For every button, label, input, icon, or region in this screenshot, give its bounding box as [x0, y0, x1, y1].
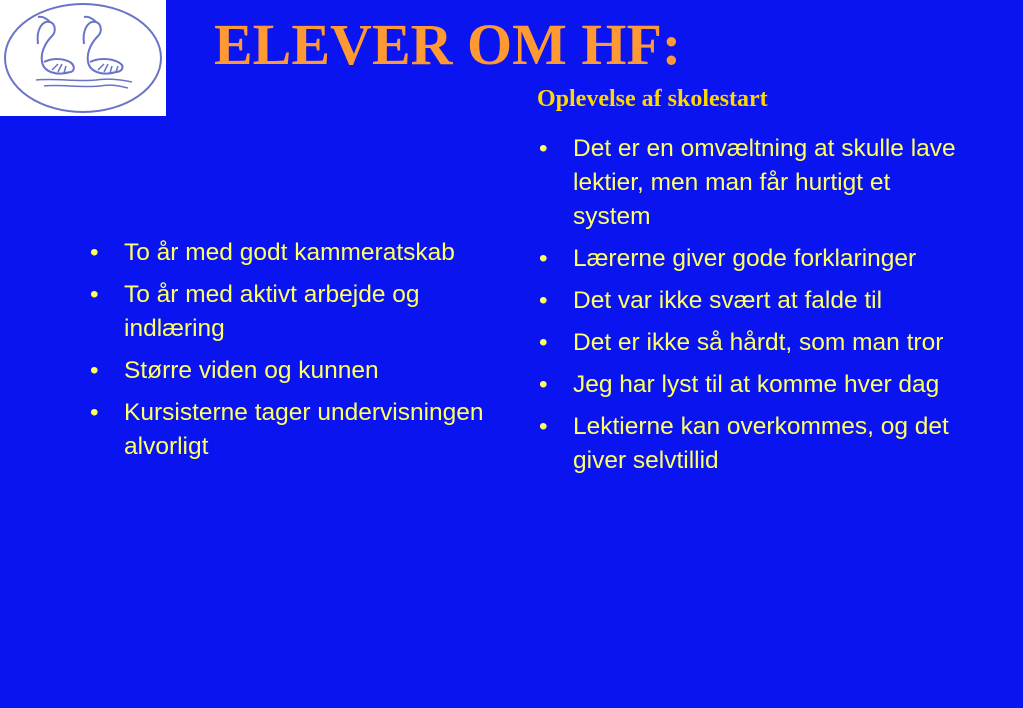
bullet-icon: •	[539, 135, 548, 162]
list-item	[87, 396, 487, 464]
swans-logo-icon	[0, 0, 166, 116]
bullet-text: To år med aktivt arbejde og indlæring	[124, 281, 420, 342]
bullet-text: Det var ikke svært at falde til	[573, 287, 883, 314]
bullet-icon: •	[90, 399, 99, 426]
bullet-icon: •	[539, 287, 548, 314]
bullet-text: Lærerne giver gode forklaringer	[573, 245, 917, 272]
bullet-icon: •	[539, 329, 548, 356]
list-item	[87, 278, 487, 346]
list-item	[536, 326, 956, 360]
list-item	[87, 236, 487, 270]
list-item	[536, 368, 956, 402]
slide-title: ELEVER OM HF:	[214, 12, 682, 77]
list-item	[536, 284, 956, 318]
bullet-text: Kursisterne tager undervisningen alvorligt	[124, 399, 484, 460]
bullet-icon: •	[90, 357, 99, 384]
bullet-icon: •	[90, 239, 99, 266]
bullet-text: Større viden og kunnen	[124, 357, 379, 384]
bullet-text: Det er ikke så hårdt, som man tror	[573, 329, 944, 356]
bullet-icon: •	[539, 245, 548, 272]
list-item	[536, 132, 956, 234]
right-bullet-list	[536, 132, 956, 486]
column-heading: Oplevelse af skolestart	[537, 86, 768, 112]
bullet-text: To år med godt kammeratskab	[124, 239, 455, 266]
logo	[0, 0, 166, 116]
list-item	[536, 242, 956, 276]
list-item	[87, 354, 487, 388]
bullet-icon: •	[539, 413, 548, 440]
bullet-text: Jeg har lyst til at komme hver dag	[573, 371, 940, 398]
list-item	[536, 410, 956, 478]
left-bullet-list	[87, 236, 487, 472]
bullet-text: Det er en omvæltning at skulle lave lektier, men man får hurtigt et system	[573, 135, 956, 230]
bullet-icon: •	[539, 371, 548, 398]
bullet-text: Lektierne kan overkommes, og det giver selvtillid	[573, 413, 949, 474]
bullet-icon: •	[90, 281, 99, 308]
